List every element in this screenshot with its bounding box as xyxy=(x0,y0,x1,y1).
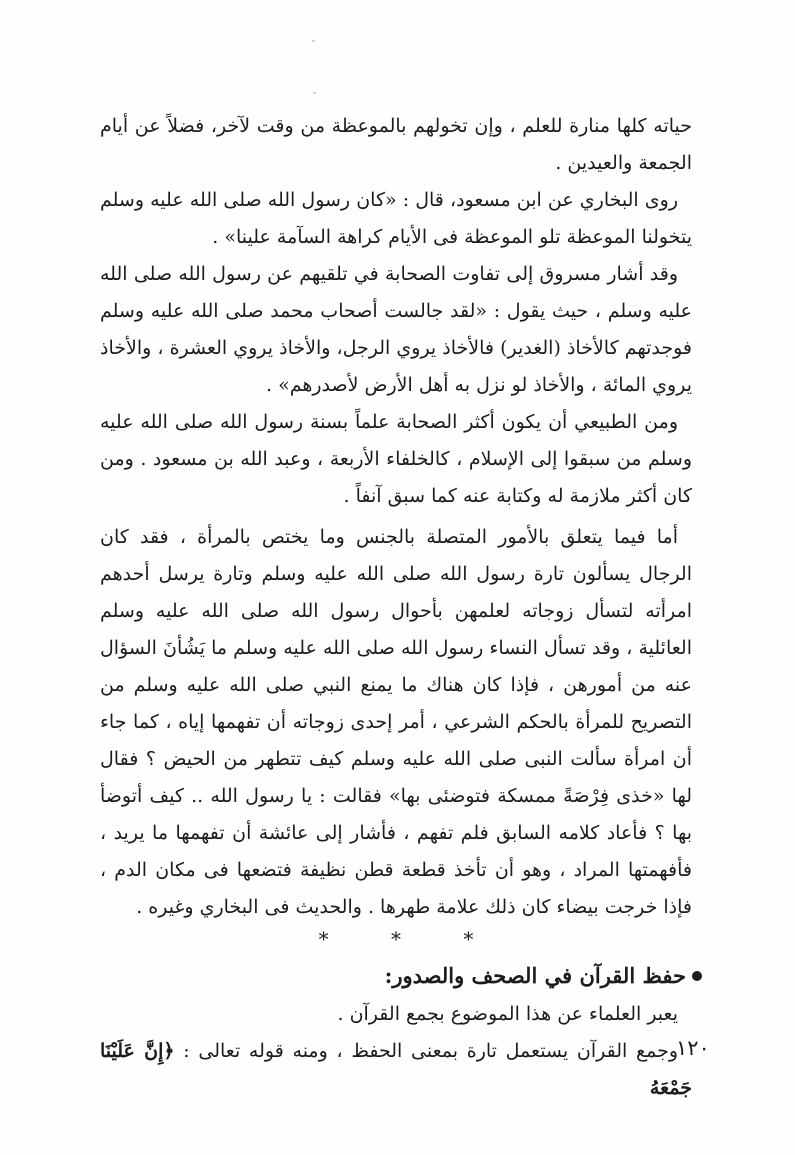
paragraph-1: حياته كلها منارة للعلم ، وإن تخولهم بالموعظة من وقت لآخر، فضلاً عن أيام الجمعة والعيدين . xyxy=(100,115,692,174)
paragraph-6: يعبر العلماء عن هذا الموضوع بجمع القرآن . xyxy=(337,1003,678,1025)
page-number: ١٢٠ xyxy=(676,1036,710,1060)
scan-speck xyxy=(312,40,315,42)
paragraph-2: روى البخاري عن ابن مسعود، قال : «كان رسول الله صلى الله عليه وسلم يتخولنا الموعظة تلو الموعظة فى الأيام كراهة السآمة علينا» . xyxy=(100,189,692,248)
paragraph-3: وقد أشار مسروق إلى تفاوت الصحابة في تلقيهم عن رسول الله صلى الله عليه وسلم ، حيث يقول : «لقد جالست أصحاب محمد صلى الله عليه وسلم فوجدتهم كالأخاذ (الغدير) فالأخاذ يروي الرجل، والأخاذ يروي العشرة ، والأخاذ يروي المائة ، والأخاذ لو نزل به أهل الأرض لأصدرهم» . xyxy=(100,263,692,396)
section-heading-text: حفظ القرآن في الصحف والصدور: xyxy=(384,963,686,988)
paragraph-5: أما فيما يتعلق بالأمور المتصلة بالجنس وما يختص بالمرأة ، فقد كان الرجال يسألون تارة رسول الله صلى الله عليه وسلم وتارة يرسل أحدهم امرأته لتسأل زوجاته لعلمهن بأحوال رسول الله صلى الله عليه وسلم العائلية ، وقد تسأل النساء رسول الله صلى الله عليه وسلم ما يَشُأنَ السؤال عنه من أمورهن ، فإذا كان هناك ما يمنع النبي صلى الله عليه وسلم من التصريح للمرأة بالحكم الشرعي ، أمر إحدى زوجاته أن تفهمها إياه ، كما جاء أن امرأة سألت النبى صلى الله عليه وسلم كيف تتطهر من الحيض ؟ فقال لها «خذى فِرْصَةً ممسكة فتوضئى بها» فقالت : يا رسول الله .. كيف أتوضأ بها ؟ فأعاد كلامه السابق فلم تفهم ، فأشار إلى عائشة أن تفهمها ما يريد ، فأفهمتها المراد ، وهو أن تأخذ قطعة قطن نظيفة فتضعها فى مكان الدم ، فإذا خرجت بيضاء كان ذلك علامة طهرها . والحديث فى البخاري وغيره . xyxy=(100,526,692,918)
section-heading xyxy=(88,956,702,996)
paragraph-7 xyxy=(100,1033,692,1107)
quran-verse: ﴿إِنَّ عَلَيْنَا جَمْعَهُ xyxy=(100,1040,692,1099)
page-body xyxy=(100,108,692,1107)
paragraph-7-text: وجمع القرآن يستعمل تارة بمعنى الحفظ ، ومنه قوله تعالى : xyxy=(183,1040,678,1062)
scan-speck xyxy=(313,92,316,94)
paragraph-4: ومن الطبيعي أن يكون أكثر الصحابة علماً بسنة رسول الله صلى الله عليه وسلم من سبقوا إلى الإسلام ، كالخلفاء الأربعة ، وعبد الله بن مسعود . ومن كان أكثر ملازمة له وكتابة عنه كما سبق آنفاً . xyxy=(100,411,692,507)
section-separator: * * * xyxy=(318,927,502,951)
bullet-icon xyxy=(692,971,702,981)
